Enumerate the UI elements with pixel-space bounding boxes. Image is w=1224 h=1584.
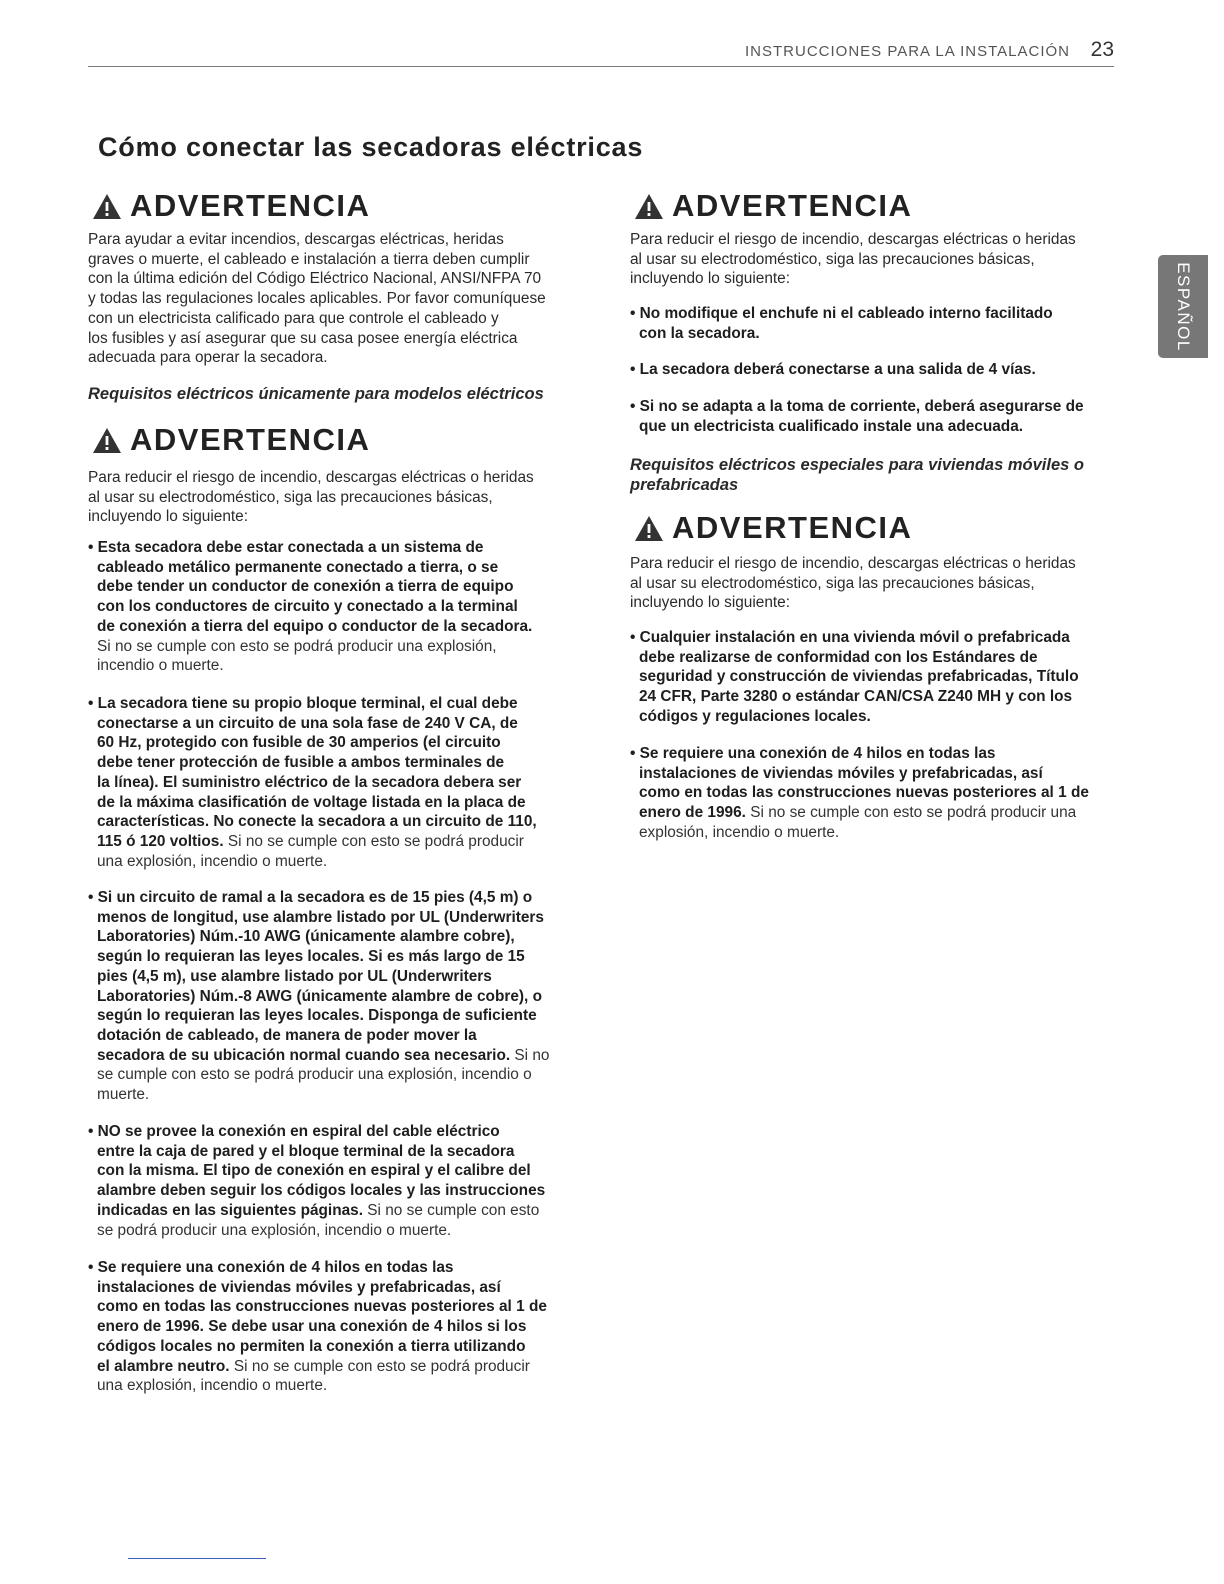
warning-triangle-icon bbox=[92, 193, 122, 220]
list-item: • Si un circuito de ramal a la secadora es de 15 pies (4,5 m) o menos de longitud, use alambre listado por UL (Underwriters Laboratories) Núm.-10 AWG (únicamente alambre cobre), según lo requieran las leyes locales. Si es más largo de 15 pies (4,5 m), use alambre listado por UL (Underwriters Laboratories) Núm.-8 AWG (únicamente alambre de cobre), o según lo requieran las leyes locales. Disponga de suficiente dotación de cableado, de manera de poder mover la secadora de su ubicación normal cuando sea necesario. Si no se cumple con esto se podrá producir una explosión, incendio o muerte. bbox=[88, 889, 550, 1104]
list-item: • Si no se adapta a la toma de corriente, deberá asegurarse de que un electricista cualificado instale una adecuada. bbox=[630, 398, 1084, 435]
page-title: Cómo conectar las secadoras eléctricas bbox=[98, 132, 644, 162]
warning-text: Para reducir el riesgo de incendio, descargas eléctricas o heridas al usar su electrodoméstico, siga las precauciones básicas, incluyendo lo siguiente: bbox=[630, 555, 1076, 612]
warning-text: Para reducir el riesgo de incendio, descargas eléctricas o heridas al usar su electrodoméstico, siga las precauciones básicas, incluyendo lo siguiente: bbox=[88, 469, 534, 526]
warning-triangle-icon bbox=[634, 515, 664, 542]
list-item: • Se requiere una conexión de 4 hilos en todas las instalaciones de viviendas móviles y prefabricadas, así como en todas las construcciones nuevas posteriores al 1 de enero de 1996. Se debe usar una conexión de 4 hilos si los códigos locales no permiten la conexión a tierra utilizando el alambre neutro. Si no se cumple con esto se podrá producir una explosión, incendio o muerte. bbox=[88, 1259, 547, 1395]
list-item: • No modifique el enchufe ni el cableado interno facilitado con la secadora. bbox=[630, 305, 1053, 342]
right-warning-1 bbox=[630, 186, 1120, 289]
left-warning-1 bbox=[88, 186, 578, 368]
warning-heading: ADVERTENCIA bbox=[88, 420, 578, 460]
page-header bbox=[88, 38, 1114, 67]
warning-triangle-icon bbox=[634, 193, 664, 220]
warning-heading: ADVERTENCIA bbox=[630, 508, 1120, 548]
page-number: 23 bbox=[1090, 38, 1114, 61]
right-subheading: Requisitos eléctricos especiales para viviendas móviles o prefabricadas bbox=[630, 456, 1084, 494]
footer-rule bbox=[128, 1558, 266, 1559]
warning-heading: ADVERTENCIA bbox=[630, 186, 1120, 226]
list-item: • NO se provee la conexión en espiral del cable eléctrico entre la caja de pared y el bloque terminal de la secadora con la misma. El tipo de conexión en espiral y el calibre del alambre deben seguir los códigos locales y las instrucciones indicadas en las siguientes páginas. Si no se cumple con esto se podrá producir una explosión, incendio o muerte. bbox=[88, 1123, 546, 1239]
list-item: • Se requiere una conexión de 4 hilos en todas las instalaciones de viviendas móviles y prefabricadas, así como en todas las construcciones nuevas posteriores al 1 de enero de 1996. Si no se cumple con esto se podrá producir una explosión, incendio o muerte. bbox=[630, 745, 1089, 841]
language-label: ESPAÑOL bbox=[1174, 261, 1193, 352]
right-warning-2 bbox=[630, 508, 1120, 613]
left-subheading: Requisitos eléctricos únicamente para modelos eléctricos bbox=[88, 385, 544, 403]
warning-text: Para reducir el riesgo de incendio, descargas eléctricas o heridas al usar su electrodoméstico, siga las precauciones básicas, incluyendo lo siguiente: bbox=[630, 231, 1076, 288]
warning-heading: ADVERTENCIA bbox=[88, 186, 578, 226]
warning-text: Para ayudar a evitar incendios, descargas eléctricas, heridas graves o muerte, el cableado e instalación a tierra deben cumplir con la última edición del Código Eléctrico Nacional, ANSI/NFPA 70 y todas las regulaciones locales aplicables. Por favor comuníquese con un electricista calificado para que controle el cableado y los fusibles y así asegurar que su casa posee energía eléctrica adecuada para operar la secadora. bbox=[88, 231, 546, 367]
list-item: • Cualquier instalación en una vivienda móvil o prefabricada debe realizarse de conformidad con los Estándares de seguridad y construcción de viviendas prefabricadas, Título 24 CFR, Parte 3280 o estándar CAN/CSA Z240 MH y con los códigos y regulaciones locales. bbox=[630, 629, 1079, 725]
left-warning-2 bbox=[88, 420, 578, 527]
list-item: • La secadora deberá conectarse a una salida de 4 vías. bbox=[630, 361, 1036, 378]
language-side-tab bbox=[1158, 255, 1208, 358]
header-section-title: INSTRUCCIONES PARA LA INSTALACIÓN bbox=[744, 43, 1070, 60]
list-item: • Esta secadora debe estar conectada a un sistema de cableado metálico permanente conectado a tierra, o se debe tender un conductor de conexión a tierra de equipo con los conductores de circuito y conectado a la terminal de conexión a tierra del equipo o conductor de la secadora. Si no se cumple con esto se podrá producir una explosión, incendio o muerte. bbox=[88, 539, 533, 675]
list-item: • La secadora tiene su propio bloque terminal, el cual debe conectarse a un circuito de una sola fase de 240 V CA, de 60 Hz, protegido con fusible de 30 amperios (el circuito debe tener protección de fusible a ambos terminales de la línea). El suministro eléctrico de la secadora debera ser de la máxima clasificatión de voltage listada en la placa de características. No conecte la secadora a un circuito de 110, 115 ó 120 voltios. Si no se cumple con esto se podrá producir una explosión, incendio o muerte. bbox=[88, 695, 537, 870]
warning-triangle-icon bbox=[92, 427, 122, 454]
